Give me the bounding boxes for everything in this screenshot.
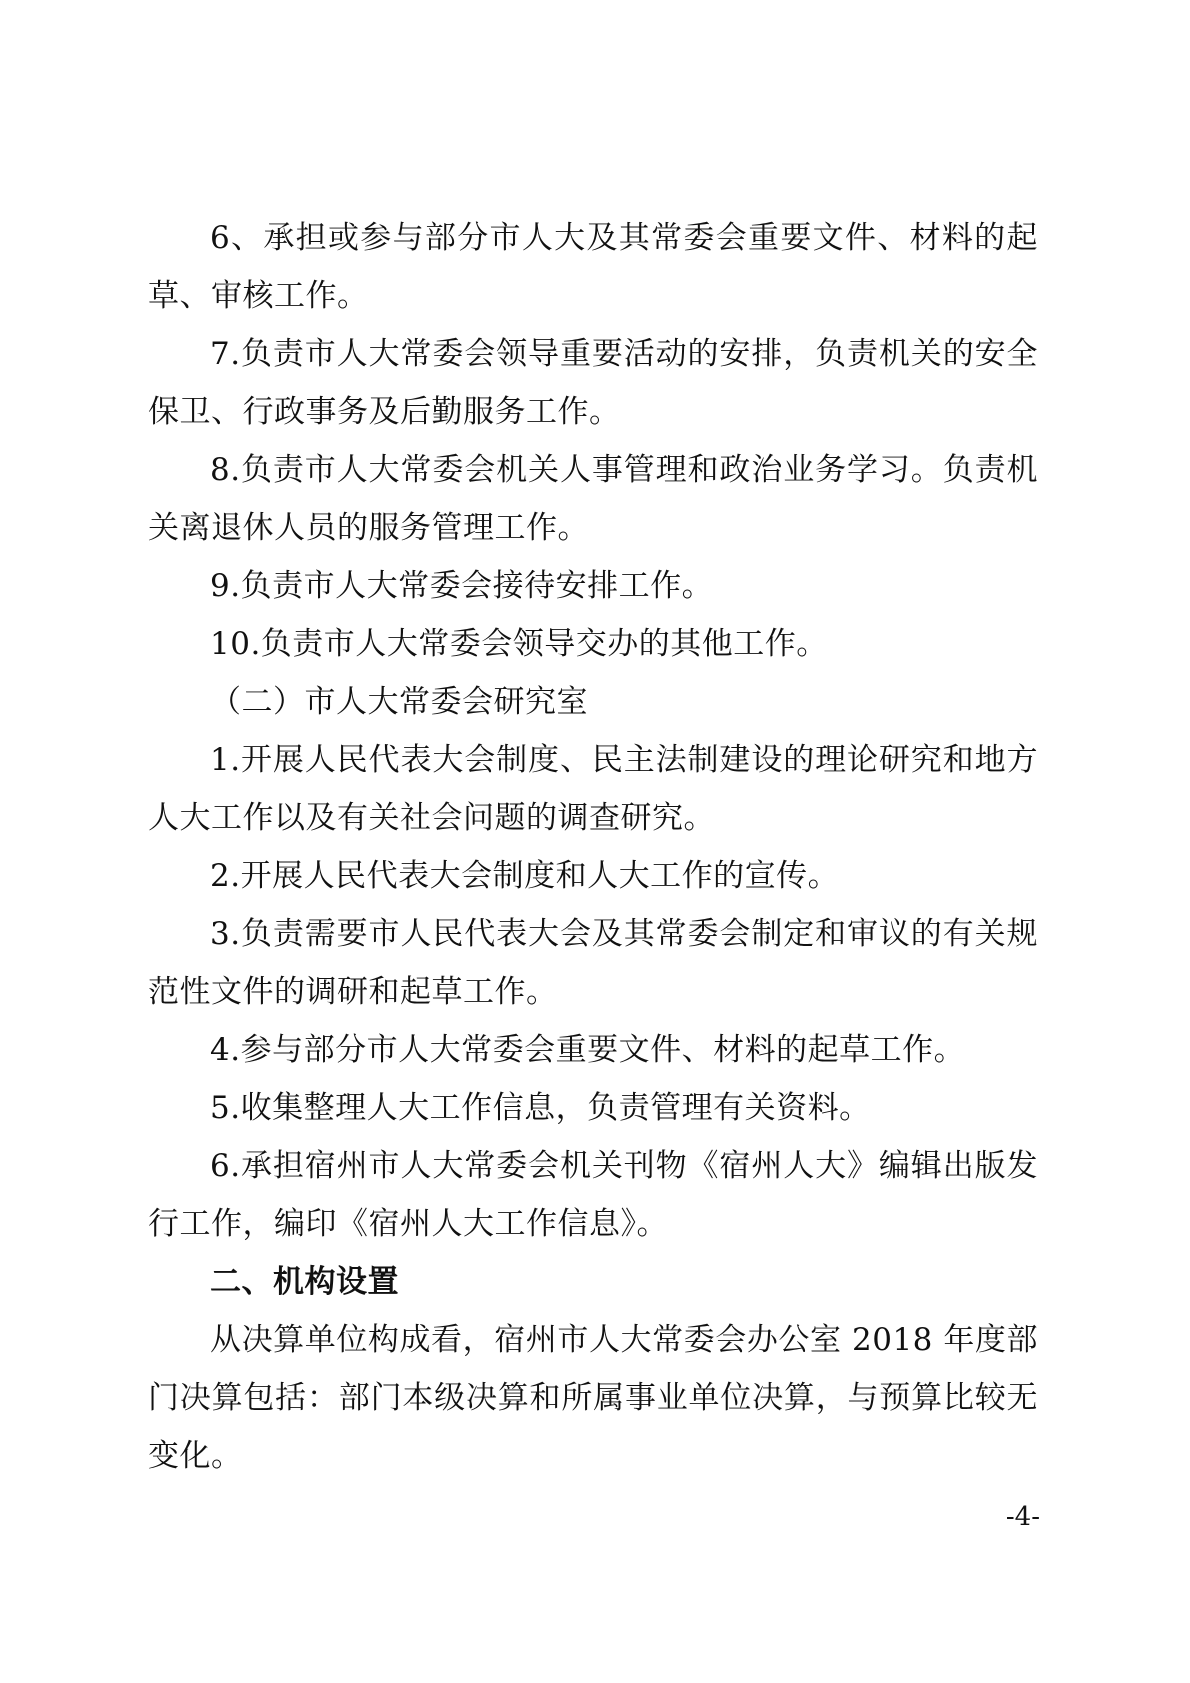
paragraph-research-duty-2: 2.开展人民代表大会制度和人大工作的宣传。 xyxy=(210,858,840,894)
paragraph-research-duty-5: 5.收集整理人大工作信息，负责管理有关资料。 xyxy=(210,1090,871,1126)
paragraph-organization-setup: 从决算单位构成看，宿州市人大常委会办公室 2018 年度部门决算包括：部门本级决算和所属事业单位决算，与预算比较无变化。 xyxy=(148,1322,1038,1474)
paragraph-office-duty-6: 6、承担或参与部分市人大及其常委会重要文件、材料的起草、审核工作。 xyxy=(148,220,1038,314)
paragraph-research-duty-1: 1.开展人民代表大会制度、民主法制建设的理论研究和地方人大工作以及有关社会问题的调查研究。 xyxy=(148,742,1038,836)
paragraph-research-duty-3: 3.负责需要市人民代表大会及其常委会制定和审议的有关规范性文件的调研和起草工作。 xyxy=(148,916,1038,1010)
paragraph-research-duty-6: 6.承担宿州市人大常委会机关刊物《宿州人大》编辑出版发行工作，编印《宿州人大工作信息》。 xyxy=(148,1148,1038,1242)
page-number: -4- xyxy=(1005,1502,1040,1532)
section-heading-research-office: （二）市人大常委会研究室 xyxy=(210,684,588,720)
paragraph-office-duty-10: 10.负责市人大常委会领导交办的其他工作。 xyxy=(210,626,828,662)
paragraph-office-duty-9: 9.负责市人大常委会接待安排工作。 xyxy=(210,568,714,604)
paragraph-research-duty-4: 4.参与部分市人大常委会重要文件、材料的起草工作。 xyxy=(210,1032,966,1068)
paragraph-office-duty-8: 8.负责市人大常委会机关人事管理和政治业务学习。负责机关离退休人员的服务管理工作。 xyxy=(148,452,1038,546)
paragraph-office-duty-7: 7.负责市人大常委会领导重要活动的安排，负责机关的安全保卫、行政事务及后勤服务工作。 xyxy=(148,336,1038,430)
section-heading-organization: 二、机构设置 xyxy=(210,1264,399,1300)
document-body xyxy=(148,209,1038,1485)
